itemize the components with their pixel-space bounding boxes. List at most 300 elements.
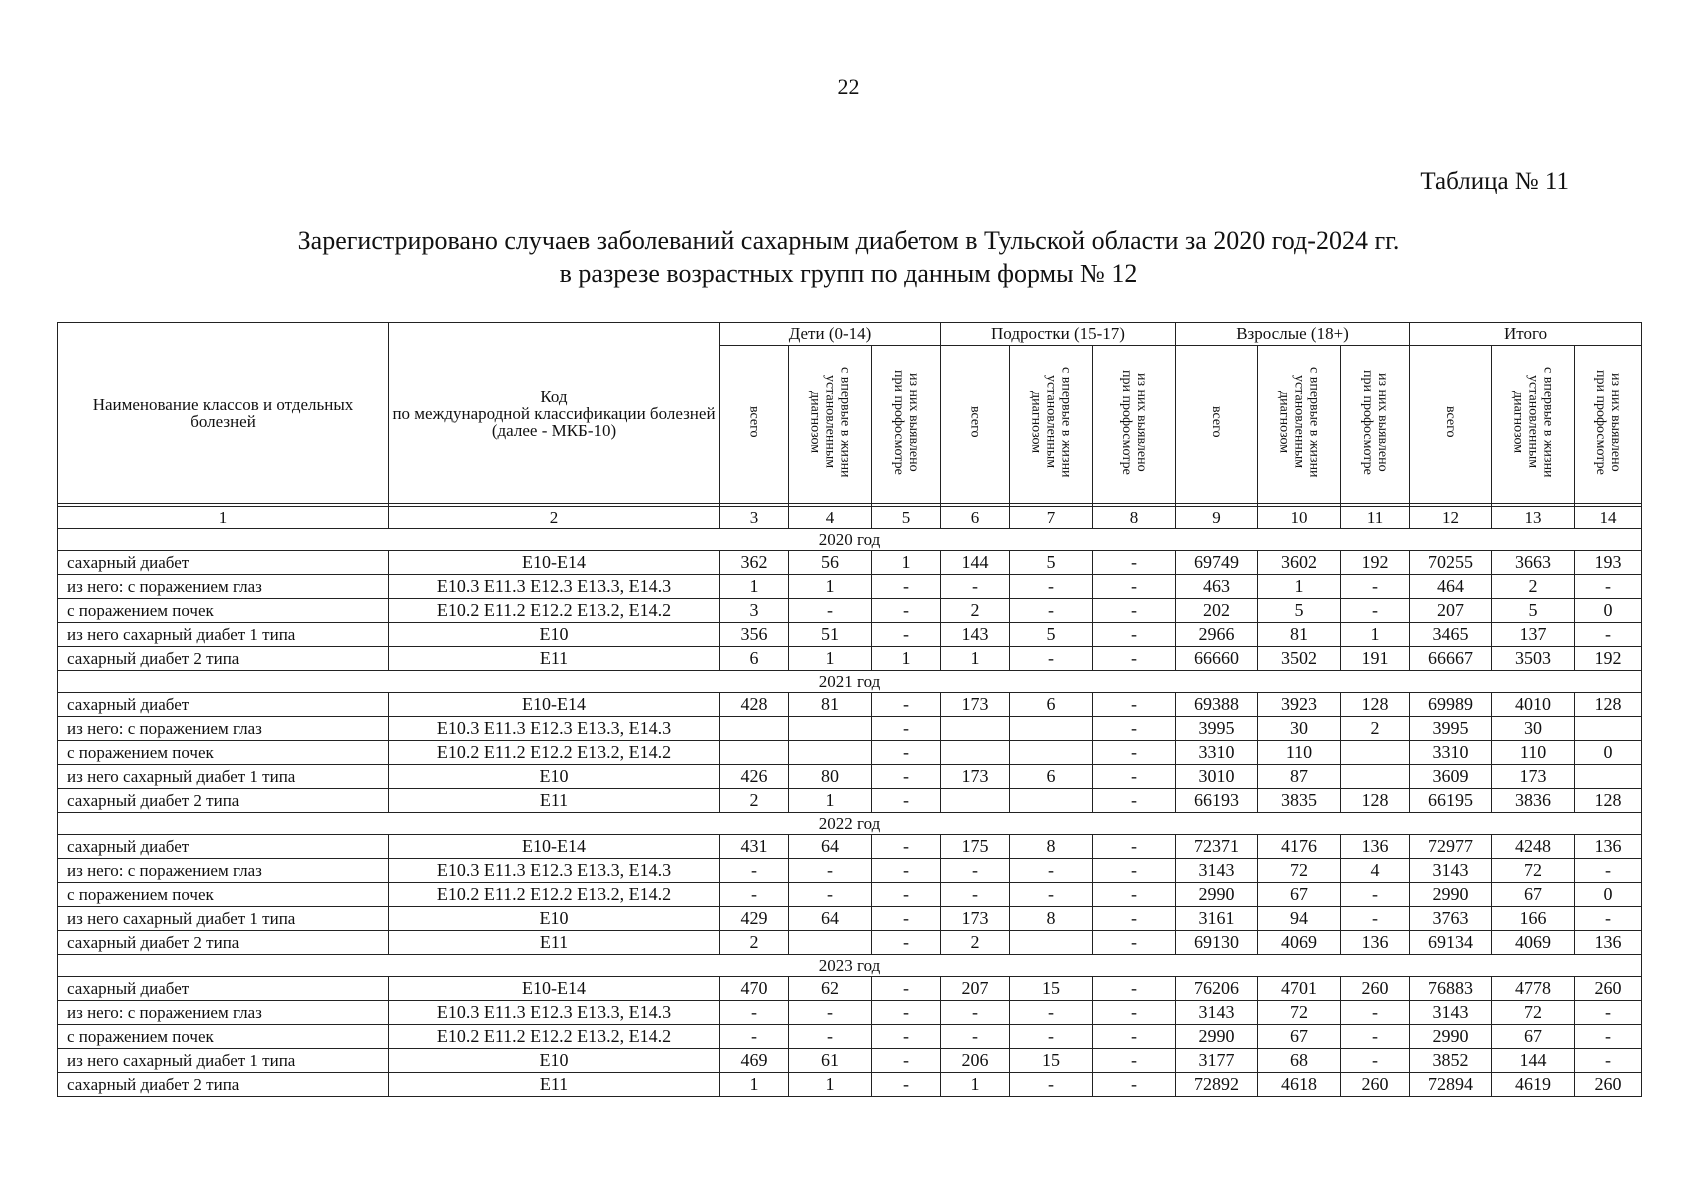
- value-cell: 137: [1492, 623, 1575, 647]
- icd-code: E10: [389, 907, 720, 931]
- value-cell: 1: [789, 575, 872, 599]
- value-cell: -: [720, 883, 789, 907]
- column-number: 3: [720, 507, 789, 529]
- value-cell: 4618: [1258, 1073, 1341, 1097]
- value-cell: 2: [720, 931, 789, 955]
- header-total: всего: [941, 346, 1010, 504]
- value-cell: [720, 717, 789, 741]
- header-group-children: Дети (0-14): [720, 323, 941, 346]
- value-cell: -: [872, 1049, 941, 1073]
- value-cell: -: [1093, 1073, 1176, 1097]
- value-cell: -: [789, 883, 872, 907]
- value-cell: 5: [1258, 599, 1341, 623]
- value-cell: 72: [1258, 859, 1341, 883]
- value-cell: 4176: [1258, 835, 1341, 859]
- icd-code: E11: [389, 931, 720, 955]
- table-row: [58, 859, 1642, 883]
- disease-name: сахарный диабет 2 типа: [58, 1073, 389, 1097]
- value-cell: -: [941, 575, 1010, 599]
- value-cell: -: [872, 1025, 941, 1049]
- value-cell: [1341, 741, 1410, 765]
- value-cell: 61: [789, 1049, 872, 1073]
- column-number: 5: [872, 507, 941, 529]
- header-first-diagnosed: с впервые в жизни установленным диагнозом: [1258, 346, 1341, 504]
- value-cell: 202: [1176, 599, 1258, 623]
- value-cell: 173: [941, 693, 1010, 717]
- value-cell: -: [1093, 741, 1176, 765]
- value-cell: -: [1093, 931, 1176, 955]
- table-row: [58, 599, 1642, 623]
- value-cell: -: [1010, 1073, 1093, 1097]
- page-number: 22: [837, 74, 860, 99]
- value-cell: -: [789, 1001, 872, 1025]
- title-line-2: в разрезе возрастных групп по данным формы № 12: [559, 259, 1138, 288]
- disease-name: сахарный диабет: [58, 977, 389, 1001]
- icd-code: E10.3 E11.3 E12.3 E13.3, E14.3: [389, 717, 720, 741]
- header-group-teens: Подростки (15-17): [941, 323, 1176, 346]
- table-row: [58, 977, 1642, 1001]
- value-cell: 72: [1492, 859, 1575, 883]
- value-cell: 3465: [1410, 623, 1492, 647]
- value-cell: 428: [720, 693, 789, 717]
- value-cell: 431: [720, 835, 789, 859]
- value-cell: -: [872, 623, 941, 647]
- table-row: [58, 907, 1642, 931]
- value-cell: 4: [1341, 859, 1410, 883]
- value-cell: 4619: [1492, 1073, 1575, 1097]
- value-cell: 166: [1492, 907, 1575, 931]
- value-cell: -: [1093, 623, 1176, 647]
- column-number: 14: [1575, 507, 1642, 529]
- value-cell: -: [1575, 575, 1642, 599]
- value-cell: 207: [941, 977, 1010, 1001]
- value-cell: 4069: [1492, 931, 1575, 955]
- value-cell: -: [1093, 693, 1176, 717]
- value-cell: 128: [1341, 789, 1410, 813]
- value-cell: 67: [1258, 1025, 1341, 1049]
- value-cell: 4010: [1492, 693, 1575, 717]
- value-cell: 1: [789, 1073, 872, 1097]
- value-cell: 15: [1010, 1049, 1093, 1073]
- disease-name: из него сахарный диабет 1 типа: [58, 765, 389, 789]
- value-cell: 356: [720, 623, 789, 647]
- value-cell: 69388: [1176, 693, 1258, 717]
- value-cell: -: [1093, 883, 1176, 907]
- column-number: 4: [789, 507, 872, 529]
- value-cell: 1: [720, 575, 789, 599]
- value-cell: -: [872, 931, 941, 955]
- value-cell: 3852: [1410, 1049, 1492, 1073]
- value-cell: 1: [720, 1073, 789, 1097]
- value-cell: 2: [1492, 575, 1575, 599]
- table-row: [58, 835, 1642, 859]
- value-cell: 4069: [1258, 931, 1341, 955]
- value-cell: [1341, 765, 1410, 789]
- value-cell: 3663: [1492, 551, 1575, 575]
- icd-code: E10.3 E11.3 E12.3 E13.3, E14.3: [389, 1001, 720, 1025]
- year-label: 2021 год: [58, 671, 1642, 693]
- column-number: 13: [1492, 507, 1575, 529]
- value-cell: [1010, 717, 1093, 741]
- year-row: [58, 671, 1642, 693]
- value-cell: 4248: [1492, 835, 1575, 859]
- value-cell: 2990: [1410, 883, 1492, 907]
- icd-code: E10-E14: [389, 693, 720, 717]
- value-cell: 8: [1010, 907, 1093, 931]
- value-cell: -: [789, 859, 872, 883]
- value-cell: -: [941, 883, 1010, 907]
- document-title: [0, 224, 1697, 290]
- value-cell: 463: [1176, 575, 1258, 599]
- value-cell: 2990: [1410, 1025, 1492, 1049]
- value-cell: -: [1575, 1025, 1642, 1049]
- value-cell: 6: [1010, 693, 1093, 717]
- value-cell: 2990: [1176, 1025, 1258, 1049]
- value-cell: 30: [1258, 717, 1341, 741]
- value-cell: -: [872, 1073, 941, 1097]
- table-row: [58, 883, 1642, 907]
- value-cell: 429: [720, 907, 789, 931]
- value-cell: -: [1093, 835, 1176, 859]
- icd-code: E10-E14: [389, 835, 720, 859]
- value-cell: 76883: [1410, 977, 1492, 1001]
- table-row: [58, 1025, 1642, 1049]
- value-cell: -: [789, 599, 872, 623]
- icd-code: E11: [389, 647, 720, 671]
- column-number: 9: [1176, 507, 1258, 529]
- value-cell: -: [872, 575, 941, 599]
- value-cell: -: [1010, 599, 1093, 623]
- value-cell: -: [1093, 907, 1176, 931]
- value-cell: -: [872, 693, 941, 717]
- value-cell: -: [872, 977, 941, 1001]
- year-row: [58, 955, 1642, 977]
- icd-code: E10-E14: [389, 977, 720, 1001]
- value-cell: 136: [1575, 931, 1642, 955]
- value-cell: 128: [1575, 789, 1642, 813]
- disease-name: сахарный диабет 2 типа: [58, 647, 389, 671]
- year-row: [58, 529, 1642, 551]
- value-cell: 143: [941, 623, 1010, 647]
- diabetes-table: [57, 322, 1642, 1097]
- value-cell: -: [1575, 1001, 1642, 1025]
- value-cell: 1: [941, 647, 1010, 671]
- value-cell: -: [1010, 1025, 1093, 1049]
- value-cell: 81: [789, 693, 872, 717]
- value-cell: 1: [872, 551, 941, 575]
- header-first-diagnosed: с впервые в жизни установленным диагнозом: [789, 346, 872, 504]
- table-row: [58, 1001, 1642, 1025]
- value-cell: 3: [720, 599, 789, 623]
- value-cell: -: [1341, 1049, 1410, 1073]
- column-number: 10: [1258, 507, 1341, 529]
- value-cell: 5: [1010, 623, 1093, 647]
- value-cell: 1: [1258, 575, 1341, 599]
- value-cell: 1: [941, 1073, 1010, 1097]
- value-cell: [941, 741, 1010, 765]
- value-cell: -: [1093, 599, 1176, 623]
- value-cell: 362: [720, 551, 789, 575]
- header-first-diagnosed: с впервые в жизни установленным диагнозом: [1010, 346, 1093, 504]
- table-row: [58, 551, 1642, 575]
- disease-name: из него: с поражением глаз: [58, 575, 389, 599]
- value-cell: 69130: [1176, 931, 1258, 955]
- value-cell: 3503: [1492, 647, 1575, 671]
- value-cell: 2: [941, 931, 1010, 955]
- value-cell: -: [872, 835, 941, 859]
- value-cell: -: [1093, 859, 1176, 883]
- value-cell: -: [1010, 859, 1093, 883]
- header-total: всего: [1176, 346, 1258, 504]
- table-row: [58, 741, 1642, 765]
- value-cell: 72: [1258, 1001, 1341, 1025]
- value-cell: 0: [1575, 599, 1642, 623]
- value-cell: 173: [941, 907, 1010, 931]
- table-row: [58, 575, 1642, 599]
- icd-code: E10.2 E11.2 E12.2 E13.2, E14.2: [389, 883, 720, 907]
- value-cell: 1: [872, 647, 941, 671]
- header-group-total: Итого: [1410, 323, 1642, 346]
- table-row: [58, 931, 1642, 955]
- value-cell: 66193: [1176, 789, 1258, 813]
- value-cell: 3835: [1258, 789, 1341, 813]
- value-cell: 136: [1341, 931, 1410, 955]
- value-cell: 3502: [1258, 647, 1341, 671]
- value-cell: 66667: [1410, 647, 1492, 671]
- value-cell: 2: [941, 599, 1010, 623]
- value-cell: 64: [789, 835, 872, 859]
- value-cell: 2: [1341, 717, 1410, 741]
- icd-code: E11: [389, 1073, 720, 1097]
- value-cell: 3143: [1410, 859, 1492, 883]
- value-cell: 69989: [1410, 693, 1492, 717]
- icd-code: E10.2 E11.2 E12.2 E13.2, E14.2: [389, 741, 720, 765]
- value-cell: 3143: [1410, 1001, 1492, 1025]
- column-number: 12: [1410, 507, 1492, 529]
- value-cell: [1010, 741, 1093, 765]
- disease-name: сахарный диабет: [58, 551, 389, 575]
- year-label: 2020 год: [58, 529, 1642, 551]
- table-row: [58, 765, 1642, 789]
- title-line-1: Зарегистрировано случаев заболеваний сахарным диабетом в Тульской области за 2020 год-2024 гг.: [297, 226, 1400, 255]
- value-cell: 464: [1410, 575, 1492, 599]
- value-cell: 4778: [1492, 977, 1575, 1001]
- value-cell: 1: [789, 789, 872, 813]
- value-cell: 3177: [1176, 1049, 1258, 1073]
- value-cell: 3310: [1410, 741, 1492, 765]
- value-cell: 192: [1341, 551, 1410, 575]
- icd-code: E10-E14: [389, 551, 720, 575]
- header-at-checkup: из них выявлено при профосмотре: [1341, 346, 1410, 504]
- value-cell: 2990: [1176, 883, 1258, 907]
- column-number: 8: [1093, 507, 1176, 529]
- value-cell: -: [1575, 623, 1642, 647]
- value-cell: -: [1010, 575, 1093, 599]
- value-cell: -: [1341, 599, 1410, 623]
- value-cell: -: [1093, 575, 1176, 599]
- value-cell: [1010, 789, 1093, 813]
- year-row: [58, 813, 1642, 835]
- year-label: 2023 год: [58, 955, 1642, 977]
- value-cell: 110: [1492, 741, 1575, 765]
- value-cell: -: [941, 1001, 1010, 1025]
- value-cell: -: [1010, 883, 1093, 907]
- value-cell: -: [1093, 647, 1176, 671]
- value-cell: 0: [1575, 741, 1642, 765]
- header-total: всего: [720, 346, 789, 504]
- value-cell: -: [789, 1025, 872, 1049]
- value-cell: -: [872, 883, 941, 907]
- table-row: [58, 647, 1642, 671]
- value-cell: 191: [1341, 647, 1410, 671]
- value-cell: -: [1341, 575, 1410, 599]
- value-cell: -: [872, 907, 941, 931]
- disease-name: из него: с поражением глаз: [58, 717, 389, 741]
- value-cell: 426: [720, 765, 789, 789]
- value-cell: [720, 741, 789, 765]
- value-cell: 469: [720, 1049, 789, 1073]
- value-cell: [941, 717, 1010, 741]
- value-cell: 136: [1575, 835, 1642, 859]
- value-cell: [941, 789, 1010, 813]
- year-label: 2022 год: [58, 813, 1642, 835]
- value-cell: 68: [1258, 1049, 1341, 1073]
- header-icd-code: [389, 323, 720, 504]
- column-number-row: [58, 507, 1642, 529]
- value-cell: 67: [1492, 1025, 1575, 1049]
- value-cell: -: [1575, 859, 1642, 883]
- value-cell: 72894: [1410, 1073, 1492, 1097]
- value-cell: 8: [1010, 835, 1093, 859]
- header-at-checkup: из них выявлено при профосмотре: [1093, 346, 1176, 504]
- value-cell: 128: [1341, 693, 1410, 717]
- value-cell: [1575, 717, 1642, 741]
- value-cell: 260: [1341, 977, 1410, 1001]
- column-number: 11: [1341, 507, 1410, 529]
- value-cell: 144: [1492, 1049, 1575, 1073]
- header-code-line-2: по международной классификации болезней: [392, 403, 716, 423]
- value-cell: 3010: [1176, 765, 1258, 789]
- value-cell: 69749: [1176, 551, 1258, 575]
- header-total: всего: [1410, 346, 1492, 504]
- value-cell: 5: [1492, 599, 1575, 623]
- value-cell: 87: [1258, 765, 1341, 789]
- header-at-checkup: из них выявлено при профосмотре: [872, 346, 941, 504]
- disease-name: сахарный диабет: [58, 835, 389, 859]
- table-body: [58, 507, 1642, 1097]
- header-disease-name: Наименование классов и отдельных болезней: [58, 323, 389, 504]
- value-cell: 72371: [1176, 835, 1258, 859]
- value-cell: 3995: [1176, 717, 1258, 741]
- value-cell: [789, 717, 872, 741]
- value-cell: -: [1575, 907, 1642, 931]
- value-cell: -: [720, 1001, 789, 1025]
- disease-name: из него сахарный диабет 1 типа: [58, 1049, 389, 1073]
- value-cell: -: [1010, 1001, 1093, 1025]
- value-cell: 207: [1410, 599, 1492, 623]
- disease-name: с поражением почек: [58, 1025, 389, 1049]
- value-cell: -: [872, 599, 941, 623]
- disease-name: сахарный диабет 2 типа: [58, 789, 389, 813]
- value-cell: 3602: [1258, 551, 1341, 575]
- table-row: [58, 1049, 1642, 1073]
- value-cell: -: [872, 717, 941, 741]
- value-cell: -: [1093, 977, 1176, 1001]
- value-cell: 1: [789, 647, 872, 671]
- value-cell: -: [1575, 1049, 1642, 1073]
- value-cell: -: [1093, 789, 1176, 813]
- header-code-line-1: Код: [540, 386, 568, 406]
- value-cell: 80: [789, 765, 872, 789]
- header-code-line-3: (далее - МКБ-10): [491, 420, 617, 440]
- value-cell: 70255: [1410, 551, 1492, 575]
- value-cell: 3836: [1492, 789, 1575, 813]
- value-cell: 110: [1258, 741, 1341, 765]
- value-cell: -: [1341, 883, 1410, 907]
- value-cell: 193: [1575, 551, 1642, 575]
- value-cell: 6: [1010, 765, 1093, 789]
- value-cell: -: [1093, 765, 1176, 789]
- value-cell: 470: [720, 977, 789, 1001]
- column-number: 7: [1010, 507, 1093, 529]
- value-cell: 3161: [1176, 907, 1258, 931]
- value-cell: 2: [720, 789, 789, 813]
- value-cell: 3923: [1258, 693, 1341, 717]
- value-cell: 94: [1258, 907, 1341, 931]
- column-number: 6: [941, 507, 1010, 529]
- value-cell: 136: [1341, 835, 1410, 859]
- value-cell: 72: [1492, 1001, 1575, 1025]
- table-row: [58, 623, 1642, 647]
- value-cell: -: [1093, 717, 1176, 741]
- table-row: [58, 1073, 1642, 1097]
- column-number: 1: [58, 507, 389, 529]
- value-cell: 128: [1575, 693, 1642, 717]
- value-cell: -: [1093, 551, 1176, 575]
- value-cell: 3763: [1410, 907, 1492, 931]
- value-cell: 192: [1575, 647, 1642, 671]
- disease-name: из него сахарный диабет 1 типа: [58, 907, 389, 931]
- value-cell: 72977: [1410, 835, 1492, 859]
- disease-name: с поражением почек: [58, 741, 389, 765]
- value-cell: 175: [941, 835, 1010, 859]
- column-number: 2: [389, 507, 720, 529]
- value-cell: 72892: [1176, 1073, 1258, 1097]
- value-cell: 51: [789, 623, 872, 647]
- value-cell: 30: [1492, 717, 1575, 741]
- icd-code: E10.2 E11.2 E12.2 E13.2, E14.2: [389, 599, 720, 623]
- value-cell: [1575, 765, 1642, 789]
- value-cell: -: [1093, 1001, 1176, 1025]
- value-cell: -: [720, 1025, 789, 1049]
- table-row: [58, 789, 1642, 813]
- header-first-diagnosed: с впервые в жизни установленным диагнозом: [1492, 346, 1575, 504]
- icd-code: E10: [389, 623, 720, 647]
- value-cell: 3310: [1176, 741, 1258, 765]
- value-cell: -: [1341, 1001, 1410, 1025]
- value-cell: -: [1341, 1025, 1410, 1049]
- value-cell: 56: [789, 551, 872, 575]
- icd-code: E10.3 E11.3 E12.3 E13.3, E14.3: [389, 859, 720, 883]
- value-cell: 173: [941, 765, 1010, 789]
- value-cell: 260: [1341, 1073, 1410, 1097]
- value-cell: 15: [1010, 977, 1093, 1001]
- icd-code: E10: [389, 765, 720, 789]
- value-cell: 3995: [1410, 717, 1492, 741]
- disease-name: с поражением почек: [58, 599, 389, 623]
- value-cell: -: [1010, 647, 1093, 671]
- disease-name: из него сахарный диабет 1 типа: [58, 623, 389, 647]
